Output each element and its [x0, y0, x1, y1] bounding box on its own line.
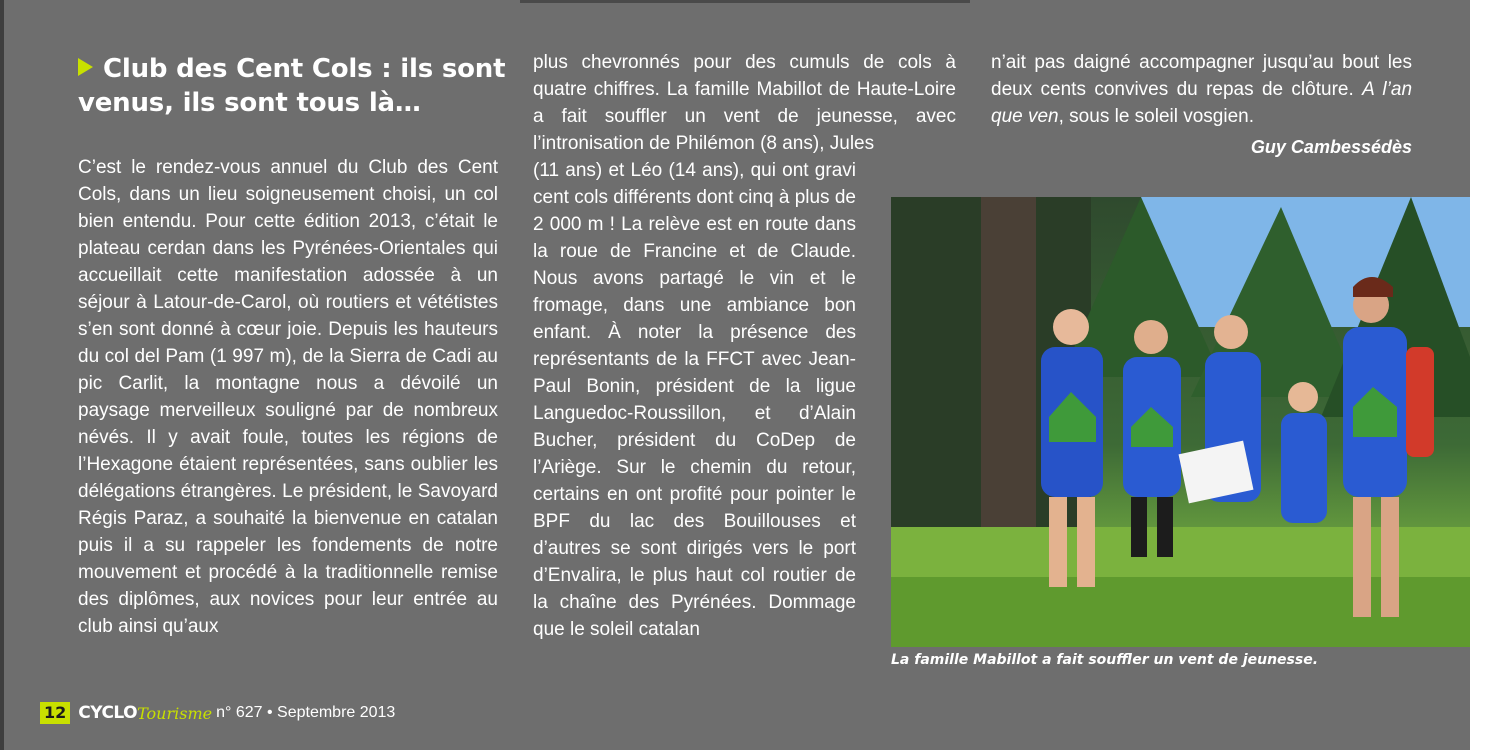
triangle-bullet-icon: [78, 58, 93, 76]
article-title: [78, 52, 518, 120]
column-3-italic: A l’an que ven: [991, 79, 1413, 127]
photo-illustration: [891, 197, 1470, 647]
top-strip: [520, 0, 970, 3]
column-3-text: n’ait pas daigné accompagner jusqu’au bout les deux cents convives du repas de clôture.: [991, 52, 1412, 100]
column-2-paragraph-narrow: (11 ans) et Léo (14 ans), qui ont gravi cent cols différents dont cinq à plus de 2 000 m ! La relève est en route dans la roue de Francine et de Claude. Nous avons partagé le vin et le fromage, dans une ambiance bon enfant. À noter la présence des représentants de la FFCT avec Jean-Paul Bonin, président de la ligue Languedoc-Roussillon, et d’Alain Bucher, président du CoDep de l’Ariège. Sur le chemin du retour, certains en ont profité pour pointer le BPF du lac des Bouillouses et d’autres se sont dirigés vers le port d’Envalira, le plus haut col routier de la chaîne des Pyrénées. Dommage que le soleil catalan: [533, 160, 856, 640]
text-column-3: [991, 49, 1412, 130]
page-footer: [40, 701, 395, 725]
column-3-tail: , sous le soleil vosgien.: [1058, 106, 1255, 127]
article-title-text: Club des Cent Cols : ils sont venus, ils sont tous là…: [78, 54, 506, 118]
photo-caption: La famille Mabillot a fait souffler un vent de jeunesse.: [891, 652, 1319, 668]
person-child-small: [1281, 382, 1327, 523]
page-edge-shadow: [0, 0, 4, 750]
page-number: 12: [40, 702, 70, 724]
column-2-paragraph-wide: plus chevronnés pour des cumuls de cols à quatre chiffres. La famille Mabillot de Haute-Loire a fait souffler un vent de jeunesse, avec l’intronisation de Philémon (8 ans), Jules: [533, 52, 956, 154]
column-1-paragraph: C’est le rendez-vous annuel du Club des Cent Cols, dans un lieu soigneusement choisi, un col bien entendu. Pour cette édition 2013, c’était le plateau cerdan dans les Pyrénées-Orientales qui accueillait cette manifestation adossée à un séjour à Latour-de-Carol, où routiers et vététistes s’en sont donné à cœur joie. Depuis les hauteurs du col del Pam (1 997 m), de la Sierra de Cadi au pic Carlit, la montagne nous a dévoilé un paysage merveilleux souligné par de nombreux névés. Il y avait foule, toutes les régions de l’Hexagone étaient représentées, sans oublier les délégations étrangères. Le président, le Savoyard Régis Paraz, a souhaité la bienvenue en catalan puis il a su rappeler les fondements de notre mouvement et procédé à la traditionnelle remise des diplômes, aux novices pour leur entrée au club ainsi qu’aux: [78, 157, 498, 637]
column-3-paragraph: [991, 49, 1412, 130]
author-signature: Guy Cambessédès: [1250, 137, 1412, 157]
magazine-brand-bold: CYCLO: [78, 703, 138, 723]
family-photo: [891, 197, 1470, 647]
text-column-1: [78, 154, 498, 640]
issue-info: n° 627 • Septembre 2013: [216, 704, 396, 721]
magazine-brand-script: Tourisme: [137, 703, 213, 723]
